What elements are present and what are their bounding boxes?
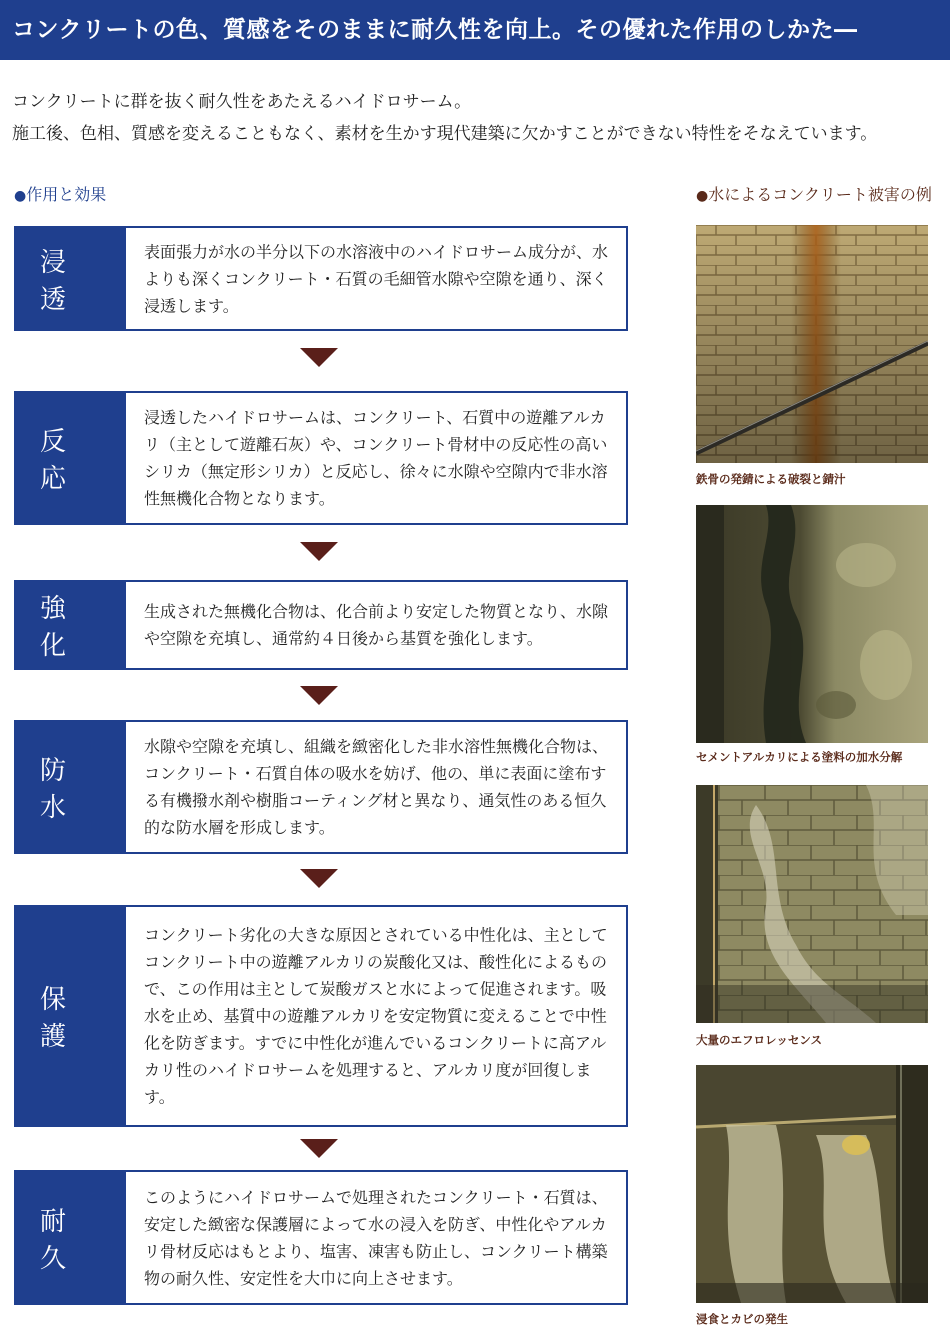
intro-line-1: コンクリートに群を抜く耐久性をあたえるハイドロサーム。 [12, 92, 472, 112]
step-label: 反応 [16, 393, 126, 523]
damage-heading [696, 182, 932, 205]
effects-heading [14, 182, 106, 205]
bullet-icon: ● [696, 188, 709, 204]
photo-caption: 大量のエフロレッセンス [696, 1033, 823, 1047]
step-label: 耐久 [16, 1172, 126, 1303]
photo-caption: 浸食とカビの発生 [696, 1312, 788, 1326]
photo-paint-hydrolysis [696, 505, 928, 743]
step-strengthening [14, 580, 628, 670]
down-arrow-icon [300, 348, 338, 367]
bullet-icon: ● [14, 188, 27, 204]
step-description: 水隙や空隙を充填し、組織を緻密化した非水溶性無機化合物は、コンクリート・石質自体の吸水を妨げ、他の、単に表面に塗布する有機撥水剤や樹脂コーティング材と異なり、通気性のある恒久的な防水層を形成します。 [144, 737, 609, 837]
effects-heading-text: 作用と効果 [26, 185, 107, 204]
damage-heading-text: 水によるコンクリート被害の例 [708, 185, 932, 204]
down-arrow-icon [300, 686, 338, 705]
step-description: コンクリート劣化の大きな原因とされている中性化は、主としてコンクリート中の遊離アルカリの炭酸化又は、酸性化によるもので、この作用は主として炭酸ガスと水によって促進されます。吸水を止め、基質中の遊離アルカリを安定物質に変えることで中性化を防ぎます。すでに中性化が進んでいるコンクリートに高アルカリ性のハイドロサームを処理すると、アルカリ度が回復します。 [144, 925, 608, 1107]
step-label: 浸透 [16, 228, 126, 329]
efflorescence-image [696, 785, 928, 1023]
down-arrow-icon [300, 869, 338, 888]
step-protection [14, 905, 628, 1127]
step-description: 表面張力が水の半分以下の水溶液中のハイドロサーム成分が、水よりも深くコンクリート・石質の毛細管水隙や空隙を通り、深く浸透します。 [144, 242, 609, 315]
brick-wall-rust-image [696, 225, 928, 463]
erosion-mold-image [696, 1065, 928, 1303]
step-reaction [14, 391, 628, 525]
step-label: 防水 [16, 722, 126, 852]
step-waterproofing [14, 720, 628, 854]
intro-text [12, 86, 947, 150]
down-arrow-icon [300, 1139, 338, 1158]
photo-rust-damage [696, 225, 928, 463]
page-title-banner: コンクリートの色、質感をそのままに耐久性を向上。その優れた作用のしかた― [0, 0, 950, 60]
step-label: 強化 [16, 582, 126, 668]
step-durability [14, 1170, 628, 1305]
photo-efflorescence [696, 785, 928, 1023]
photo-caption: 鉄骨の発錆による破裂と錆汁 [696, 472, 846, 486]
step-description: 浸透したハイドロサームは、コンクリート、石質中の遊離アルカリ（主として遊離石灰）や、コンクリート骨材中の反応性の高いシリカ（無定形シリカ）と反応し、徐々に水隙や空隙内で非水溶性無機化合物となります。 [144, 408, 608, 508]
intro-line-2: 施工後、色相、質感を変えることもなく、素材を生かす現代建築に欠かすことができない特性をそなえています。 [12, 124, 878, 144]
down-arrow-icon [300, 542, 338, 561]
photo-erosion-mold [696, 1065, 928, 1303]
step-penetration [14, 226, 628, 331]
step-description: このようにハイドロサームで処理されたコンクリート・石質は、安定した緻密な保護層によって水の浸入を防ぎ、中性化やアルカリ骨材反応はもとより、塩害、凍害も防止し、コンクリート構築物の耐久性、安定性を大巾に向上させます。 [144, 1187, 608, 1288]
paint-hydrolysis-image [696, 505, 928, 743]
step-description: 生成された無機化合物は、化合前より安定した物質となり、水隙や空隙を充填し、通常約４日後から基質を強化します。 [144, 602, 609, 648]
step-label: 保護 [16, 907, 126, 1125]
photo-caption: セメントアルカリによる塗料の加水分解 [696, 750, 903, 764]
